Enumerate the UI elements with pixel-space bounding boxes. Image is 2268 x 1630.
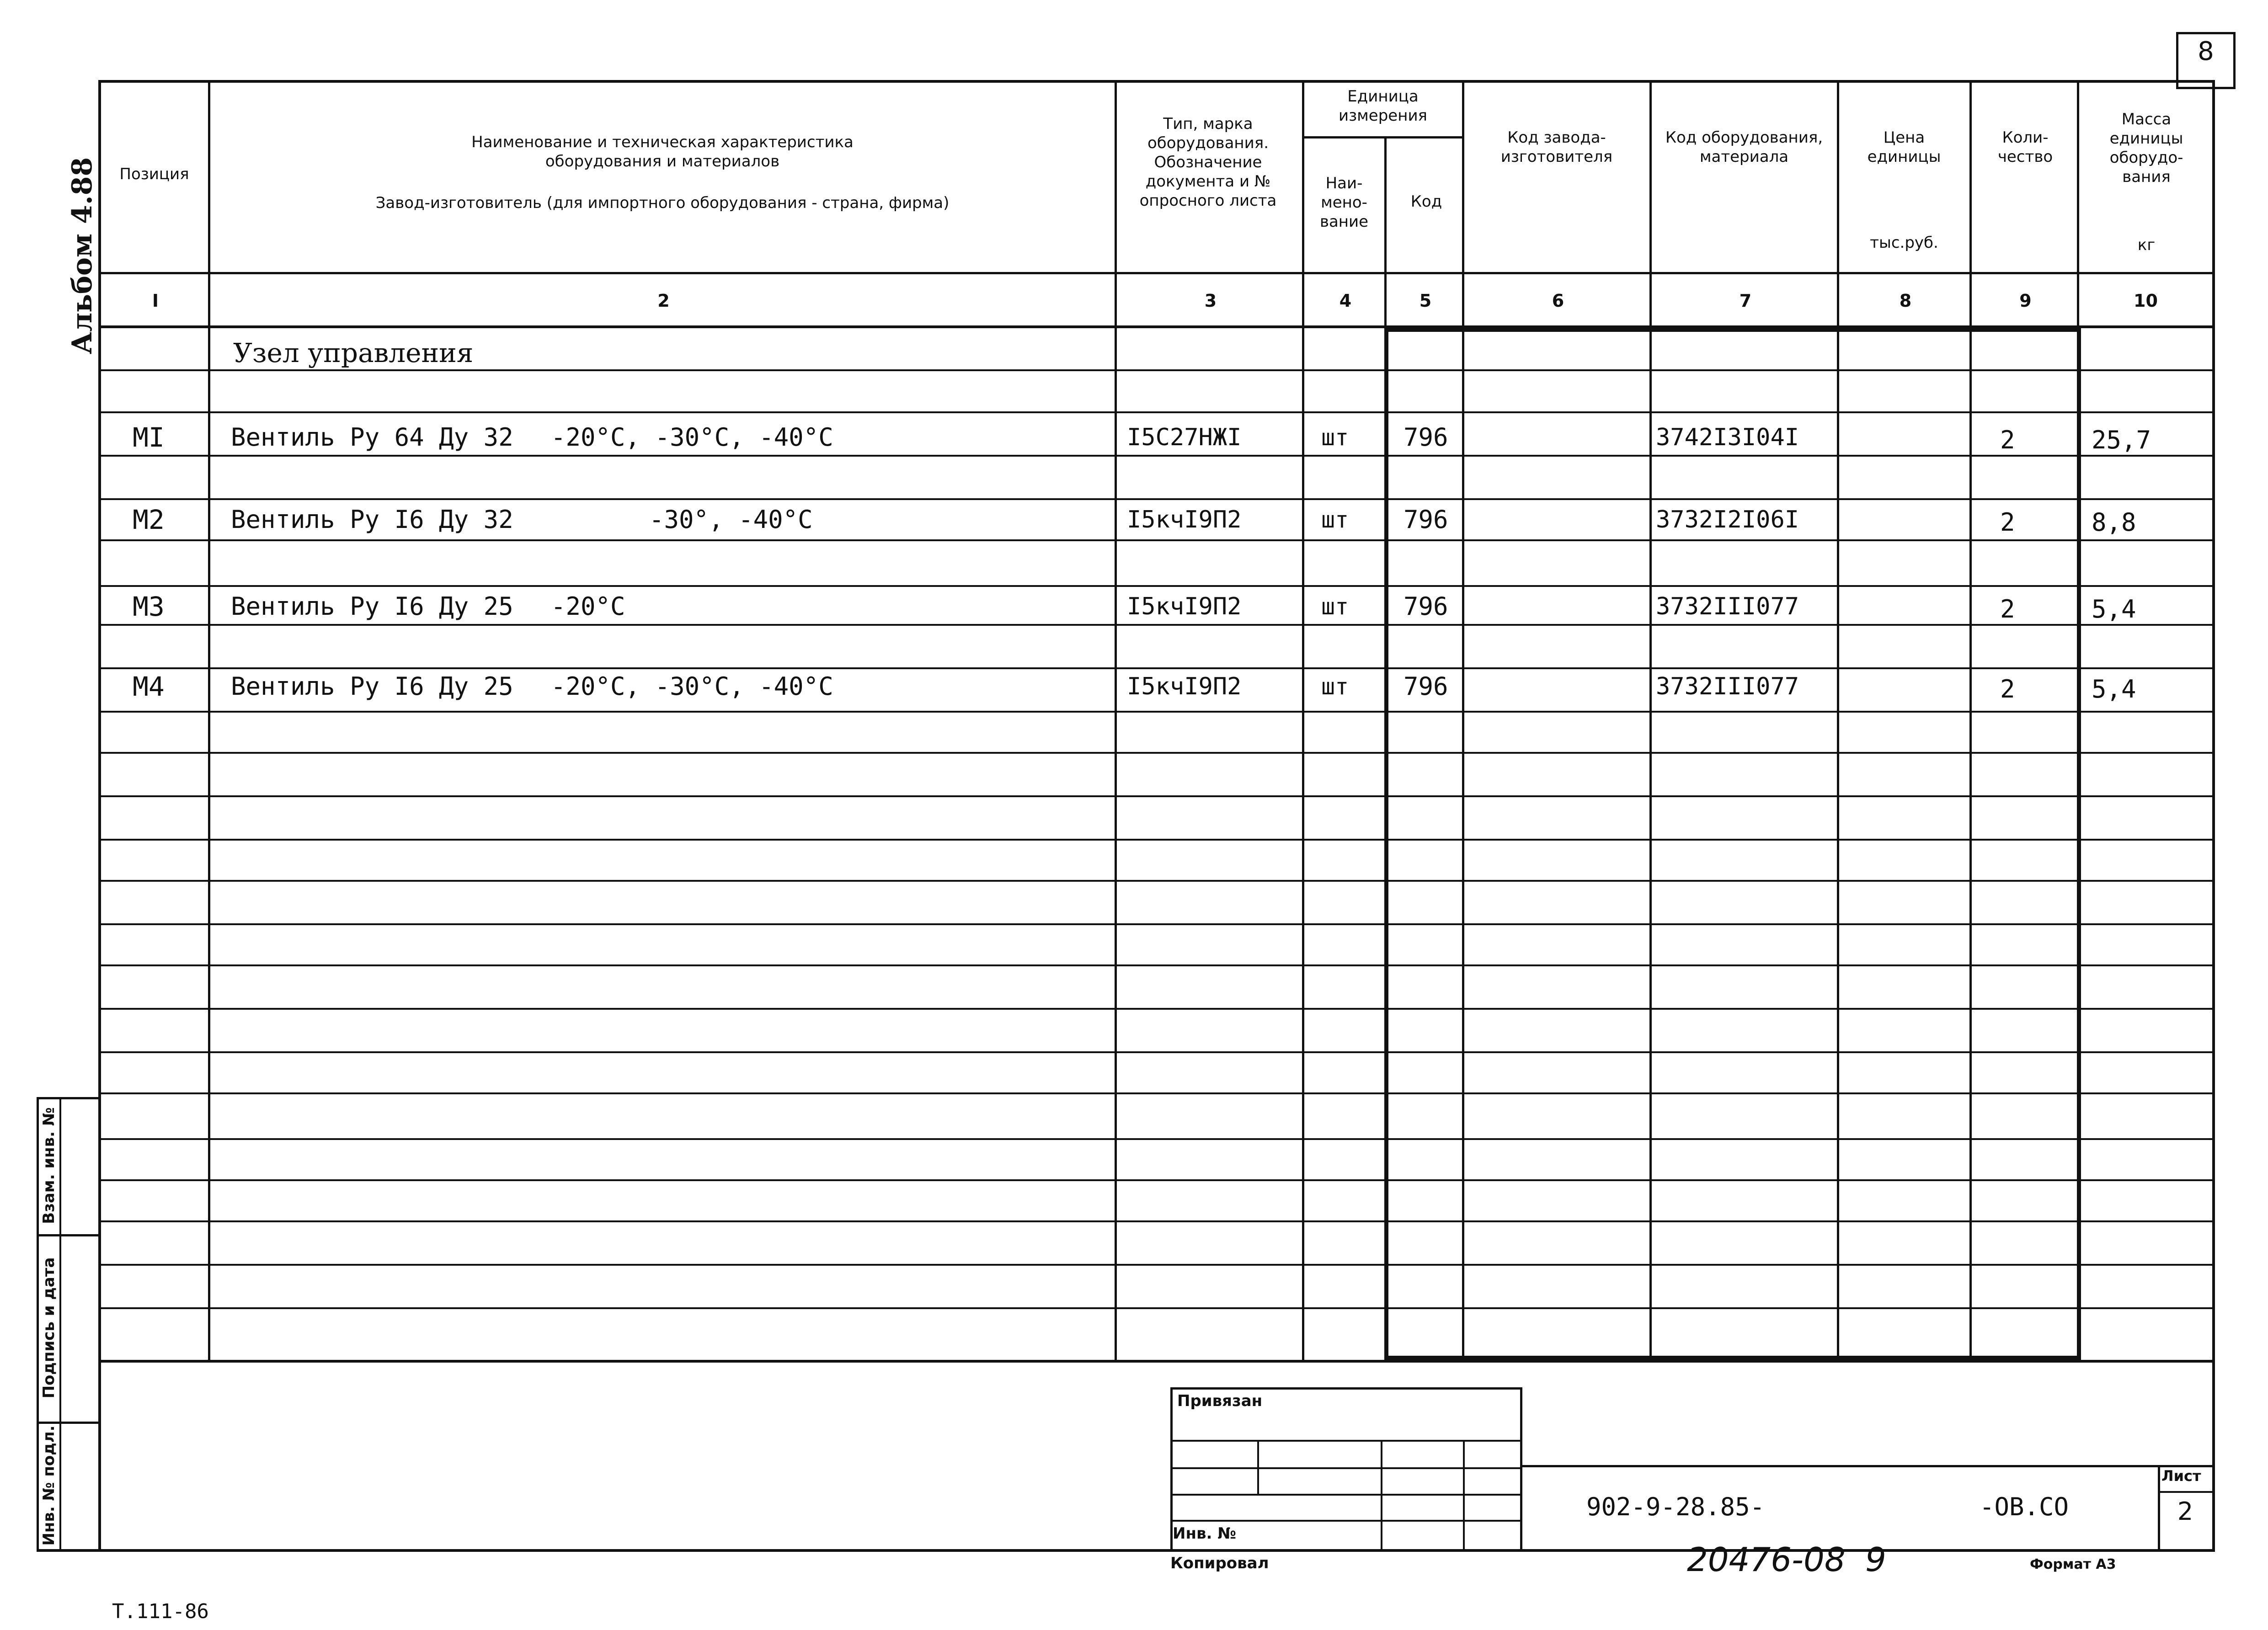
thick-box-top [1384, 328, 2081, 332]
row-line [98, 667, 2215, 669]
row-line [98, 1051, 2215, 1053]
col-line-5 [1462, 80, 1464, 1362]
row-quantity: 2 [2000, 508, 2015, 537]
row-name: Вентиль Ру I6 Ду 25 [231, 592, 513, 621]
row-line [98, 498, 2215, 500]
row-line [98, 624, 2215, 626]
row-quantity: 2 [2000, 675, 2015, 703]
row-line [98, 752, 2215, 754]
side-stamp-podpis: Подпись и дата [40, 1257, 58, 1399]
row-line [98, 1220, 2215, 1222]
column-number: 3 [1204, 291, 1217, 311]
header-type: Тип, марка оборудования. Обозначение документа и № опросного листа [1139, 115, 1277, 210]
row-quantity: 2 [2000, 426, 2015, 454]
frame-right [2212, 80, 2215, 1552]
header-mass-unit: кг [2137, 236, 2156, 254]
row-unit-code: 796 [1403, 672, 1448, 701]
row-line [98, 539, 2215, 541]
doc-code: 902-9-28.85- [1586, 1492, 1765, 1521]
section-title: Узел управления [233, 337, 474, 368]
header-unit-group: Единица измерения [1338, 87, 1428, 125]
row-position: M3 [133, 591, 165, 622]
unit-group-divider [1302, 136, 1464, 138]
row-line [98, 1179, 2215, 1181]
column-number: 8 [1899, 291, 1912, 311]
doc-suffix: -ОВ.СО [1980, 1492, 2069, 1521]
sheet-box-mid [2158, 1491, 2215, 1493]
column-number: 4 [1339, 291, 1352, 311]
column-number: 9 [2019, 291, 2032, 311]
thick-box-bottom [1384, 1356, 2081, 1360]
privyazan-line-2 [1170, 1467, 1522, 1469]
privyazan-line-1 [1170, 1440, 1522, 1442]
row-mass: 5,4 [2092, 675, 2136, 703]
row-temperature: -30°, -40°C [649, 505, 813, 534]
side-stamp-vzam: Взам. инв. № [40, 1107, 58, 1224]
row-line [98, 1264, 2215, 1266]
privyazan-line-4 [1170, 1520, 1522, 1522]
header-mass: Масса единицы оборудо-вания [2109, 110, 2183, 186]
row-position: MI [133, 422, 165, 453]
header-quantity: Коли-чество [1997, 128, 2053, 166]
column-number: 7 [1739, 291, 1752, 311]
sheet-number: 2 [2177, 1497, 2193, 1526]
side-stamp-inv: Инв. № подл. [40, 1425, 58, 1546]
handwritten-number: 20476-08 [1687, 1540, 1846, 1579]
row-line [98, 880, 2215, 882]
row-name: Вентиль Ру 64 Ду 32 [231, 423, 513, 452]
col-line-7 [1837, 80, 1839, 1362]
row-unit-code: 796 [1403, 423, 1448, 452]
row-unit: шт [1321, 673, 1349, 700]
row-mass: 25,7 [2092, 426, 2151, 454]
row-temperature: -20°C, -30°C, -40°C [551, 423, 833, 452]
row-line [98, 923, 2215, 925]
copied-label: Копировал [1170, 1554, 1269, 1572]
row-material-code: 3732III077 [1656, 593, 1799, 620]
sheet-box-left [2158, 1465, 2160, 1549]
album-label: Альбом 4.88 [66, 157, 98, 354]
row-line [98, 711, 2215, 713]
col-line-6 [1649, 80, 1652, 1362]
header-name-line3: Завод-изготовитель (для импортного оборудования - страна, фирма) [375, 194, 950, 212]
row-name: Вентиль Ру I6 Ду 32 [231, 505, 513, 534]
header-name-line2: оборудования и материалов [545, 152, 780, 170]
col-line-1 [208, 80, 210, 1362]
row-mass: 8,8 [2092, 508, 2136, 537]
row-type: I5C27НЖI [1127, 424, 1242, 451]
row-position: M4 [133, 671, 165, 702]
format-label: Формат А3 [2030, 1556, 2116, 1572]
row-line [98, 795, 2215, 797]
col-line-9-thick [2077, 328, 2081, 1362]
handwritten-page: 9 [1865, 1540, 1886, 1579]
header-material-code: Код оборудования, материала [1665, 128, 1823, 166]
header-bottom-line [98, 272, 2215, 274]
row-unit: шт [1321, 424, 1349, 451]
header-position: Позиция [119, 165, 189, 183]
sheet-label: Лист [2161, 1467, 2201, 1485]
row-temperature: -20°C [551, 592, 625, 621]
header-price-unit: тыс.руб. [1870, 234, 1938, 252]
section-title-underline [233, 369, 446, 371]
row-quantity: 2 [2000, 595, 2015, 623]
row-line [98, 839, 2215, 841]
column-number: I [152, 291, 159, 311]
row-line [98, 411, 2215, 413]
inv-no-label: Инв. № [1173, 1524, 1237, 1543]
column-number: 2 [657, 291, 670, 311]
row-type: I5кчI9П2 [1127, 593, 1242, 620]
side-stamp-sep-1 [37, 1234, 101, 1236]
header-price: Цена единицы [1867, 128, 1941, 166]
row-line [98, 964, 2215, 966]
header-factory-code: Код завода-изготовителя [1500, 128, 1613, 166]
privyazan-label: Привязан [1177, 1392, 1263, 1410]
header-name-line1: Наименование и техническая характеристика [471, 133, 854, 151]
col-line-2 [1115, 80, 1117, 1362]
row-line [98, 1307, 2215, 1309]
header-unit-code: Код [1410, 192, 1442, 211]
column-number: 5 [1419, 291, 1432, 311]
footer-code: Т.111-86 [112, 1600, 209, 1623]
side-stamp-divider [59, 1097, 61, 1551]
row-material-code: 3732III077 [1656, 673, 1799, 700]
privyazan-vline-2 [1381, 1440, 1382, 1550]
row-type: I5кчI9П2 [1127, 506, 1242, 533]
col-line-8 [1969, 80, 1972, 1362]
privyazan-vline-3 [1463, 1440, 1465, 1550]
row-material-code: 3742I3I04I [1656, 424, 1799, 451]
row-line [98, 455, 2215, 457]
row-line [98, 1008, 2215, 1010]
row-line [98, 1092, 2215, 1094]
row-name: Вентиль Ру I6 Ду 25 [231, 672, 513, 701]
column-number: 10 [2134, 291, 2158, 311]
row-mass: 5,4 [2092, 595, 2136, 623]
table-bottom-line [98, 1360, 2215, 1363]
row-unit-code: 796 [1403, 592, 1448, 621]
row-line [98, 1138, 2215, 1140]
row-unit: шт [1321, 593, 1349, 620]
col-line-3 [1302, 80, 1304, 1362]
page-number: 8 [2198, 37, 2214, 66]
privyazan-vline-1 [1257, 1440, 1259, 1494]
header-unit-name: Наи-мено-вание [1319, 174, 1369, 231]
column-number: 6 [1552, 291, 1564, 311]
frame-top [98, 80, 2215, 83]
frame-bottom [37, 1549, 2215, 1552]
col-line-4-thick [1384, 328, 1388, 1362]
row-position: M2 [133, 504, 165, 535]
doc-code-top [1522, 1465, 2215, 1467]
row-material-code: 3732I2I06I [1656, 506, 1799, 533]
row-type: I5кчI9П2 [1127, 673, 1242, 700]
row-line [98, 585, 2215, 587]
row-unit-code: 796 [1403, 505, 1448, 534]
row-temperature: -20°C, -30°C, -40°C [551, 672, 833, 701]
privyazan-line-3 [1170, 1494, 1522, 1496]
row-unit: шт [1321, 506, 1349, 533]
